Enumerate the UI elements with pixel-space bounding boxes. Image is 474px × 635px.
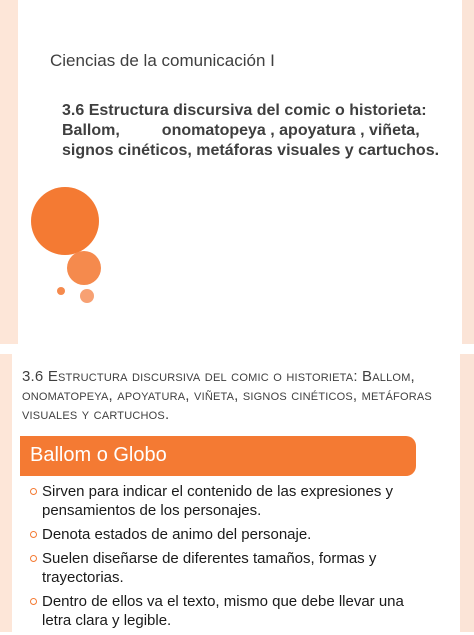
decorative-circle-large: [31, 187, 99, 255]
decorative-circle-tiny: [57, 287, 65, 295]
right-accent-bar: [460, 354, 474, 632]
bullet-icon: [30, 598, 37, 605]
slide-heading: [22, 367, 462, 424]
right-accent-bar: [462, 0, 474, 344]
heading-part-1: 3.6 Estructura discursiva del comic o historieta: Ballom,: [22, 368, 415, 385]
decorative-circle-medium: [67, 251, 101, 285]
bullet-icon: [30, 488, 37, 495]
decorative-circle-small: [80, 289, 94, 303]
slide-subtitle: [62, 101, 460, 161]
slide-divider: [0, 344, 474, 354]
bullet-icon: [30, 555, 37, 562]
bullet-icon: [30, 531, 37, 538]
banner-title: Ballom o Globo: [30, 444, 167, 466]
left-accent-bar: [0, 0, 18, 344]
heading-part-2: onomatopeya, apoyatura, viñeta, signos cinéticos, metáforas visuales y cartuchos.: [22, 387, 432, 423]
list-item: Suelen diseñarse de diferentes tamaños, formas y trayectorias.: [30, 549, 428, 587]
slide-2: [0, 354, 474, 632]
subtitle-part-1: 3.6 Estructura discursiva del comic o historieta: Ballom,: [62, 102, 427, 139]
left-accent-bar: [0, 354, 12, 632]
section-banner: [20, 436, 416, 476]
bullet-list: [30, 482, 428, 635]
subtitle-part-2: onomatopeya , apoyatura , viñeta, signos cinéticos, metáforas visuales y cartuchos.: [62, 122, 440, 159]
list-item: Denota estados de animo del personaje.: [30, 525, 428, 544]
slide-title: Ciencias de la comunicación I: [50, 51, 275, 70]
list-item: Sirven para indicar el contenido de las expresiones y pensamientos de los personajes.: [30, 482, 428, 520]
list-item: Dentro de ellos va el texto, mismo que debe llevar una letra clara y legible.: [30, 592, 428, 630]
